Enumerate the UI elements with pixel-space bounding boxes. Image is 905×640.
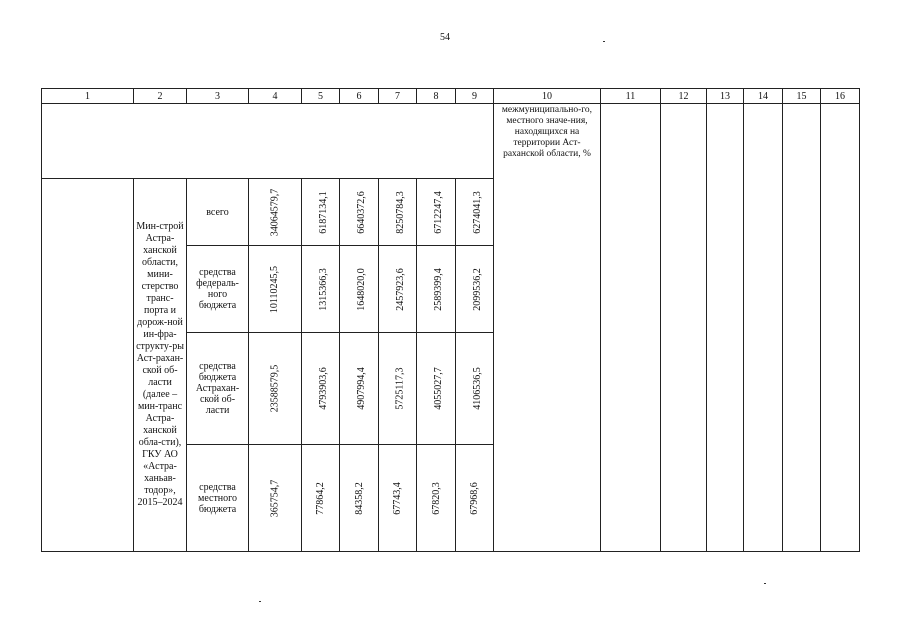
value-cell	[456, 179, 494, 246]
empty-cell	[601, 104, 661, 552]
column-header: 1	[42, 89, 134, 104]
empty-cell	[707, 104, 744, 552]
value-text: 365754,7	[269, 479, 281, 517]
column-header: 10	[494, 89, 601, 104]
value-text: 6274041,3	[471, 190, 483, 234]
value-text: 23588579,5	[269, 364, 281, 413]
value-text: 67820,3	[430, 481, 442, 515]
value-cell	[302, 179, 340, 246]
empty-cell	[783, 104, 821, 552]
column-header: 4	[249, 89, 302, 104]
value-cell	[456, 333, 494, 445]
value-text: 10110245,5	[269, 265, 281, 313]
column-header: 6	[340, 89, 379, 104]
value-text: 4106536,5	[471, 367, 483, 410]
empty-cell	[661, 104, 707, 552]
value-text: 4793903,6	[317, 367, 329, 410]
funding-source-cell: средства местного бюджета	[187, 445, 249, 552]
value-cell	[249, 445, 302, 552]
scan-speck	[603, 41, 605, 42]
scan-speck	[764, 583, 766, 584]
value-cell	[340, 246, 379, 333]
value-cell	[417, 179, 456, 246]
column-header: 8	[417, 89, 456, 104]
value-cell	[379, 333, 417, 445]
table-row	[42, 104, 860, 179]
funding-source-cell: средства федераль-ного бюджета	[187, 246, 249, 333]
value-text: 5725117,3	[394, 367, 406, 410]
value-text: 4055027,7	[432, 367, 444, 410]
value-cell	[417, 445, 456, 552]
value-text: 34064579,7	[269, 188, 281, 236]
funding-source-cell: средства бюджета Астрахан-ской об-ласти	[187, 333, 249, 445]
performer-cell: Мин-строй Астра-ханской области, мини-стерство транс-порта и дорож-ной ин-фра-структу-ры Аст-рахан-ской об-ласти (далее – мин-транс Астра-ханской обла-сти), ГКУ АО «Астра-ханьав-тодор», 2015–2024	[134, 179, 187, 552]
value-text: 2099536,2	[471, 267, 483, 311]
value-cell	[340, 445, 379, 552]
value-text: 77864,2	[315, 481, 326, 515]
budget-table	[41, 88, 860, 552]
column-header: 15	[783, 89, 821, 104]
value-text: 1315366,3	[317, 267, 329, 311]
value-text: 2457923,6	[394, 267, 406, 311]
column-header: 12	[661, 89, 707, 104]
value-text: 6640372,6	[355, 190, 367, 234]
column-header: 11	[601, 89, 661, 104]
merged-empty-cell	[42, 104, 494, 179]
value-text: 6712247,4	[432, 190, 444, 234]
empty-cell	[744, 104, 783, 552]
value-text: 67968,6	[469, 481, 480, 515]
column-header: 13	[707, 89, 744, 104]
column-number-row	[42, 89, 860, 104]
value-cell	[379, 445, 417, 552]
value-cell	[302, 333, 340, 445]
empty-cell	[821, 104, 860, 552]
value-text: 8250784,3	[394, 190, 406, 234]
value-text: 4907994,4	[355, 367, 367, 410]
value-cell	[249, 333, 302, 445]
value-cell	[249, 246, 302, 333]
funding-source-cell: всего	[187, 179, 249, 246]
value-cell	[379, 246, 417, 333]
value-cell	[249, 179, 302, 246]
value-cell	[456, 246, 494, 333]
value-cell	[456, 445, 494, 552]
column-header: 5	[302, 89, 340, 104]
value-text: 6187134,1	[317, 190, 329, 234]
column-header: 3	[187, 89, 249, 104]
value-cell	[302, 246, 340, 333]
value-cell	[417, 246, 456, 333]
column-header: 9	[456, 89, 494, 104]
empty-cell	[42, 179, 134, 552]
value-text: 84358,2	[353, 481, 365, 515]
value-text: 67743,4	[392, 481, 403, 515]
value-text: 1648020,0	[355, 267, 367, 311]
page-number: 54	[440, 32, 450, 43]
value-text: 2589399,4	[432, 267, 444, 311]
target-indicator-cell: межмуниципально-го, местного значе-ния, находящихся на территории Аст-раханской области, %	[494, 104, 601, 552]
value-cell	[340, 179, 379, 246]
column-header: 7	[379, 89, 417, 104]
column-header: 2	[134, 89, 187, 104]
column-header: 16	[821, 89, 860, 104]
column-header: 14	[744, 89, 783, 104]
value-cell	[340, 333, 379, 445]
value-cell	[417, 333, 456, 445]
value-cell	[302, 445, 340, 552]
value-cell	[379, 179, 417, 246]
scan-speck	[259, 601, 261, 602]
